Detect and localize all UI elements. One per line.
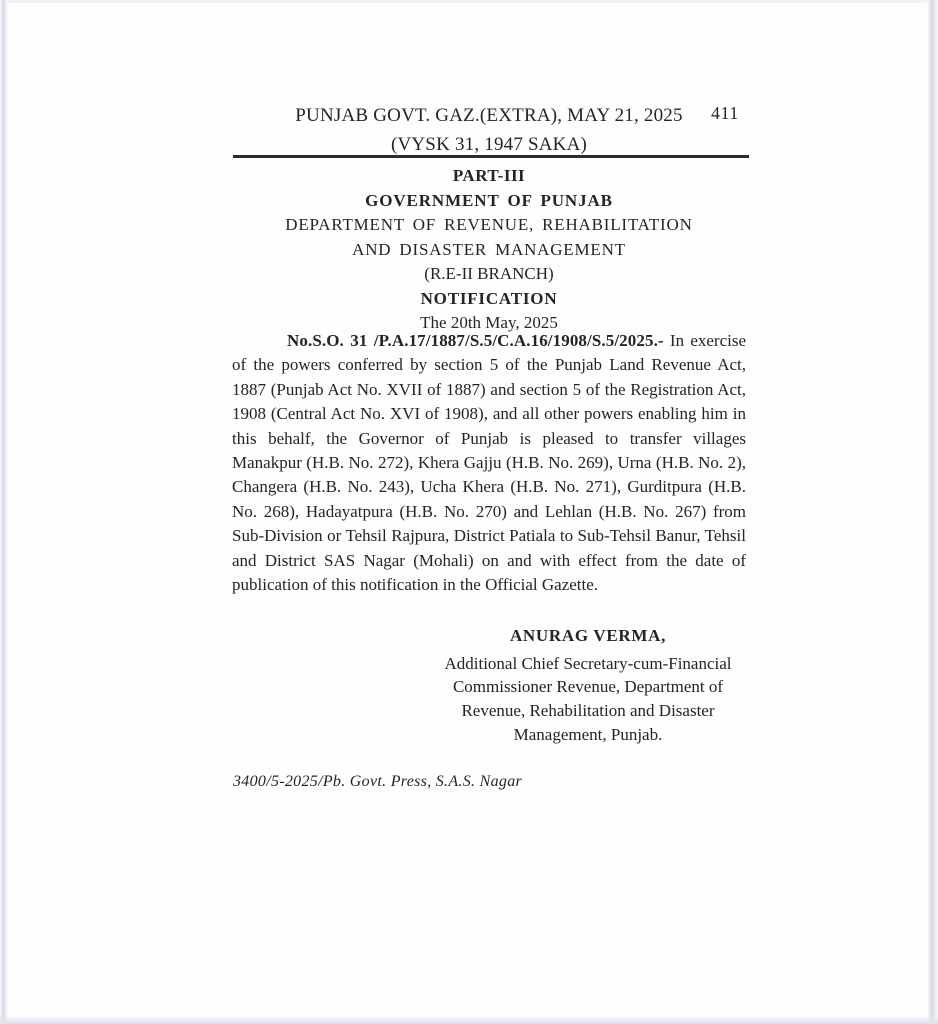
press-imprint-line: 3400/5-2025/Pb. Govt. Press, S.A.S. Nagar <box>233 773 523 790</box>
branch-heading: (R.E-II BRANCH) <box>424 264 554 283</box>
gazette-header <box>232 101 746 159</box>
signatory-name: ANURAG VERMA, <box>509 626 667 645</box>
government-heading: GOVERNMENT OF PUNJAB <box>365 190 613 210</box>
signatory-title-line-1: Additional Chief Secretary-cum-Financial <box>444 653 732 673</box>
page-edge-left <box>0 0 8 1024</box>
signatory-title-line-2: Commissioner Revenue, Department of <box>452 677 724 697</box>
saka-date-line: (VYSK 31, 1947 SAKA) <box>390 134 588 155</box>
signatory-title-line-4: Management, Punjab. <box>513 724 663 744</box>
page-number: 411 <box>711 103 739 123</box>
notification-headings <box>222 164 756 336</box>
notification-paragraph <box>232 329 746 597</box>
gazette-title-line: PUNJAB GOVT. GAZ.(EXTRA), MAY 21, 2025 <box>295 105 683 126</box>
page-edge-bottom <box>0 1015 938 1024</box>
signatory-title-line-3: Revenue, Rehabilitation and Disaster <box>461 701 715 721</box>
notification-reference-number: No.S.O. 31 /P.A.17/1887/S.5/C.A.16/1908/S.5/2025.- <box>287 331 664 350</box>
page-edge-top <box>0 0 938 3</box>
department-heading-line-1: DEPARTMENT OF REVENUE, REHABILITATION <box>285 215 693 234</box>
header-rule <box>233 155 749 158</box>
notification-body-text: In exercise of the powers conferred by section 5 of the Punjab Land Revenue Act, 1887 (Punjab Act No. XVII of 1887) and section 5 of the Registration Act, 1908 (Central Act No. XVI of 1908), and all other powers enabling him in this behalf, the Governor of Punjab is pleased to transfer villages Manakpur (H.B. No. 272), Khera Gajju (H.B. No. 269), Urna (H.B. No. 2), Changera (H.B. No. 243), Ucha Khera (H.B. No. 271), Gurditpura (H.B. No. 268), Hadayatpura (H.B. No. 270) and Lehlan (H.B. No. 267) from Sub-Division or Tehsil Rajpura, District Patiala to Sub-Tehsil Banur, Tehsil and District SAS Nagar (Mohali) on and with effect from the date of publication of this notification in the Official Gazette. <box>232 331 746 595</box>
part-heading: PART-III <box>452 166 526 185</box>
notification-date-line: The 20th May, 2025 <box>420 313 558 332</box>
signature-block <box>430 624 746 747</box>
department-heading-line-2: AND DISASTER MANAGEMENT <box>352 239 626 259</box>
notification-heading: NOTIFICATION <box>420 288 558 308</box>
page-edge-right <box>927 0 938 1024</box>
